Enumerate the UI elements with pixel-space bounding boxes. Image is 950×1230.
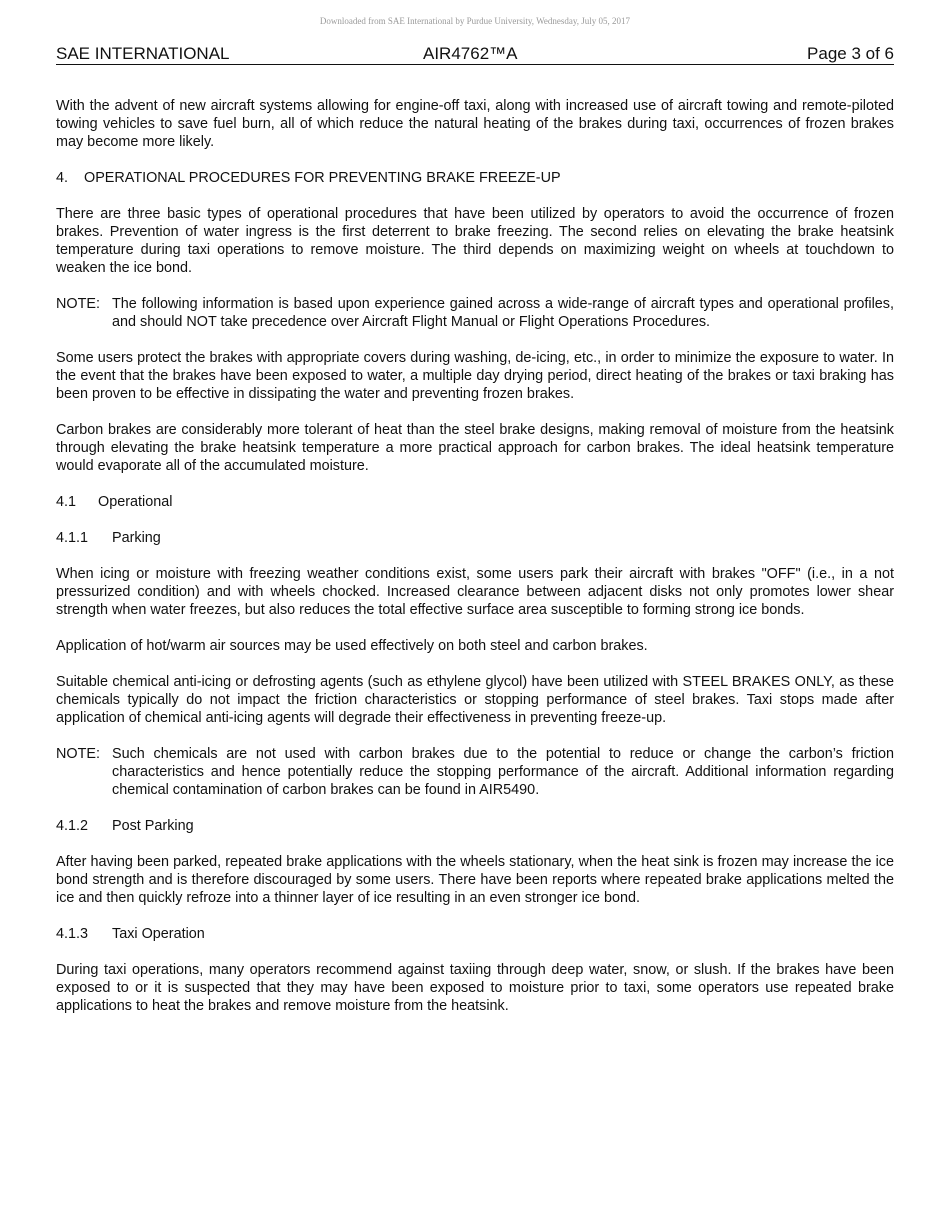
download-watermark: Downloaded from SAE International by Purdue University, Wednesday, July 05, 2017 (319, 16, 631, 26)
note-text: The following information is based upon experience gained across a wide-range of aircraft types and operational profiles, and should NOT take precedence over Aircraft Flight Manual or Flight Operations Procedures. (112, 296, 894, 330)
intro-paragraph: With the advent of new aircraft systems allowing for engine-off taxi, along with increased use of aircraft towing and remote-piloted towing vehicles to save fuel burn, all of which reduce the natural heating of the brakes during taxi, occurrences of frozen brakes may become more likely. (56, 98, 894, 150)
section-4-paragraph: There are three basic types of operational procedures that have been utilized by operators to avoid the occurrence of frozen brakes. Prevention of water ingress is the first deterrent to brake freezing. The second relies on elevating the brake heatsink temperature during taxi operations to remove moisture. The third depends on maximizing weight on wheels at touchdown to weaken the ice bond. (56, 206, 894, 276)
section-number: 4.1 (56, 494, 77, 510)
covers-paragraph: Some users protect the brakes with appropriate covers during washing, de-icing, etc., in order to minimize the exposure to water. In the event that the brakes have been exposed to water, a multiple day drying period, direct heating of the brakes or taxi braking has been proven to be effective in dissipating the water and preventing frozen brakes. (56, 350, 894, 402)
hot-air-paragraph: Application of hot/warm air sources may be used effectively on both steel and carbon brakes. (56, 638, 648, 654)
note-label: NOTE: (56, 296, 100, 312)
section-title: Taxi Operation (112, 926, 205, 942)
note-1 (56, 295, 894, 331)
section-4-1-heading (56, 493, 894, 511)
note-label: NOTE: (56, 746, 100, 762)
section-title: Post Parking (112, 818, 194, 834)
post-parking-paragraph: After having been parked, repeated brake applications with the wheels stationary, when the heat sink is frozen may increase the ice bond strength and is therefore discouraged by some users. There have been reports where repeated brake applications melted the ice and then quickly refroze into a thinner layer of ice resulting in an even stronger ice bond. (56, 854, 894, 906)
section-4-heading (56, 169, 894, 187)
parking-paragraph: When icing or moisture with freezing weather conditions exist, some users park their aircraft with brakes "OFF" (i.e., in a not pressurized condition) and with wheels chocked. Increased clearance between adjacent disks not only promotes lower shear strength when water freezes, but also reduces the total effective surface area susceptible to forming strong ice bonds. (56, 566, 894, 618)
page-header (56, 44, 894, 65)
section-title: OPERATIONAL PROCEDURES FOR PREVENTING BRAKE FREEZE-UP (84, 170, 561, 186)
document-body (56, 97, 894, 1015)
section-4-1-3-heading (56, 925, 894, 943)
section-number: 4.1.1 (56, 530, 89, 546)
taxi-operation-paragraph: During taxi operations, many operators recommend against taxiing through deep water, snow, or slush. If the brakes have been exposed to or it is suspected that they may have been exposed to moisture prior to taxi, some operators use repeated brake applications to heat the brakes and remove moisture from the heatsink. (56, 962, 894, 1014)
section-4-1-1-heading (56, 529, 894, 547)
section-4-1-2-heading (56, 817, 894, 835)
section-number: 4.1.2 (56, 818, 89, 834)
carbon-brakes-paragraph: Carbon brakes are considerably more tolerant of heat than the steel brake designs, making removal of moisture from the heatsink through elevating the brake heatsink temperature a more practical approach for carbon brakes. The ideal heatsink temperature would evaporate all of the accumulated moisture. (56, 422, 894, 474)
section-title: Operational (98, 494, 173, 510)
chemical-agents-paragraph: Suitable chemical anti-icing or defrosting agents (such as ethylene glycol) have been utilized with STEEL BRAKES ONLY, as these chemicals typically do not impact the friction characteristics or stopping performance of steel brakes. Taxi stops made after application of chemical anti-icing agents will degrade their effectiveness in preventing freeze-up. (56, 674, 894, 726)
section-number: 4. (56, 170, 69, 186)
note-2 (56, 745, 894, 799)
note-text: Such chemicals are not used with carbon brakes due to the potential to reduce or change the carbon’s friction characteristics and hence potentially reduce the stopping performance of the aircraft. Additional information regarding chemical contamination of carbon brakes can be found in AIR5490. (112, 746, 894, 798)
header-document-number: AIR4762™A (423, 44, 518, 63)
section-number: 4.1.3 (56, 926, 89, 942)
header-organization: SAE INTERNATIONAL (56, 44, 230, 63)
section-title: Parking (112, 530, 161, 546)
header-page-number: Page 3 of 6 (807, 44, 894, 63)
